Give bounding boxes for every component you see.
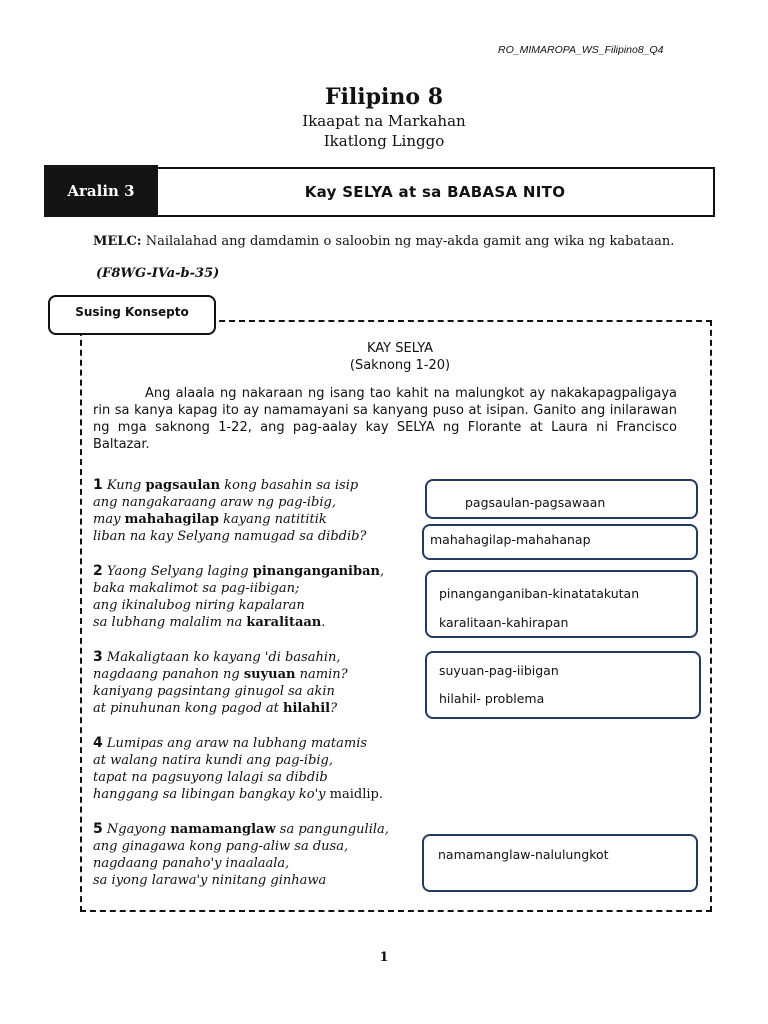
line-text: liban na kay Selyang namugad sa dibdib? — [93, 529, 367, 544]
line-text: kong basahin sa isip — [220, 478, 359, 493]
line-text: , — [379, 564, 385, 579]
line-text: hanggang sa libingan bangkay ko'y — [93, 787, 330, 802]
page-title: Filipino 8 — [324, 84, 444, 110]
line-text: namin? — [295, 667, 348, 682]
line-text: ang ikinalubog niring kapalaran — [93, 598, 305, 613]
vocab-box-5 — [422, 834, 698, 892]
vocab-pair: mahahagilap-mahahanap — [430, 532, 591, 547]
vocab-box-2 — [422, 524, 698, 560]
poem-subtitle: (Saknong 1-20) — [349, 358, 451, 373]
line-text: maidlip. — [329, 787, 383, 802]
line-text: baka makalimot sa pag-iibigan; — [93, 581, 300, 596]
line-text: Ngayong — [102, 822, 171, 837]
line-text: tapat na pagsuyong lalagi sa dibdib — [93, 770, 328, 785]
melc-code: (F8WG-IVa-b-35) — [96, 266, 220, 281]
vocab-box-3 — [425, 570, 698, 638]
vocab-box-1 — [425, 479, 698, 519]
document-code: RO_MIMAROPA_WS_Filipino8_Q4 — [498, 44, 664, 56]
line-text: Kung — [102, 478, 146, 493]
stanza-2 — [93, 563, 433, 631]
line-text: nagdaang panaho'y inaalaala, — [93, 856, 290, 871]
poem-title: KAY SELYA — [366, 341, 434, 356]
stanza-number: 1 — [93, 477, 103, 493]
line-text: ang ginagawa kong pang-aliw sa dusa, — [93, 839, 349, 854]
line-text: Makaligtaan ko kayang 'di basahin, — [102, 650, 341, 665]
stanza-3 — [93, 649, 433, 717]
intro-text: Ang alaala ng nakaraan ng isang tao kahit na malungkot ay nakakapagpaligaya rin sa kanya kapag ito ay namamayani sa kanyang puso at isipan. Ganito ang inilarawan ng mga saknong 1-22, ang pag-aalay kay SELYA ng Florante at Laura ni Francisco Baltazar. — [93, 386, 677, 452]
line-text: . — [321, 615, 326, 630]
keyword: namamanglaw — [170, 822, 276, 837]
line-text: sa iyong larawa'y ninitang ginhawa — [93, 873, 327, 888]
lesson-title: Kay SELYA at sa BABASA NITO — [157, 167, 715, 217]
keyword: mahahagilap — [124, 512, 219, 527]
keyword: pagsaulan — [145, 478, 221, 493]
vocab-pair: pagsaulan-pagsawaan — [465, 495, 606, 510]
vocab-pair: suyuan-pag-iibigan — [439, 663, 559, 678]
stanza-number: 4 — [93, 735, 103, 751]
stanza-number: 2 — [93, 563, 103, 579]
vocab-box-4 — [425, 651, 701, 719]
vocab-pair: namamanglaw-nalulungkot — [438, 847, 609, 862]
line-text: Lumipas ang araw na lubhang matamis — [102, 736, 368, 751]
stanza-1 — [93, 477, 433, 545]
stanza-number: 5 — [93, 821, 103, 837]
quarter-subtitle: Ikaapat na Markahan — [302, 112, 466, 130]
line-text: kaniyang pagsintang ginugol sa akin — [93, 684, 335, 699]
vocab-pair: pinanganganiban-kinatatakutan — [439, 586, 640, 601]
melc-label: MELC: — [93, 234, 142, 249]
line-text: at pinuhunan kong pagod at — [93, 701, 284, 716]
vocab-pair: hilahil- problema — [439, 691, 545, 706]
line-text: at walang natira kundi ang pag-ibig, — [93, 753, 334, 768]
melc-statement — [93, 234, 683, 250]
line-text: may — [93, 512, 125, 527]
intro-paragraph — [93, 385, 677, 453]
line-text: ang nangakaraang araw ng pag-ibig, — [93, 495, 336, 510]
line-text: sa pangungulila, — [275, 822, 389, 837]
page-number: 1 — [379, 950, 389, 965]
key-concept-label: Susing Konsepto — [48, 295, 216, 335]
line-text: sa lubhang malalim na — [93, 615, 247, 630]
vocab-pair: karalitaan-kahirapan — [439, 615, 569, 630]
stanza-4 — [93, 735, 433, 803]
line-text: Yaong Selyang laging — [102, 564, 253, 579]
stanza-5 — [93, 821, 433, 889]
line-text: nagdaang panahon ng — [93, 667, 244, 682]
line-text: kayang natititik — [218, 512, 327, 527]
week-subtitle: Ikatlong Linggo — [323, 132, 445, 150]
lesson-number-label: Aralin 3 — [44, 165, 158, 217]
keyword: suyuan — [243, 667, 296, 682]
keyword: karalitaan — [246, 615, 322, 630]
melc-text: Nailalahad ang damdamin o saloobin ng may-akda gamit ang wika ng kabataan. — [141, 234, 675, 249]
keyword: hilahil — [283, 701, 331, 716]
stanza-number: 3 — [93, 649, 103, 665]
line-text: ? — [330, 701, 338, 716]
keyword: pinanganganiban — [252, 564, 380, 579]
